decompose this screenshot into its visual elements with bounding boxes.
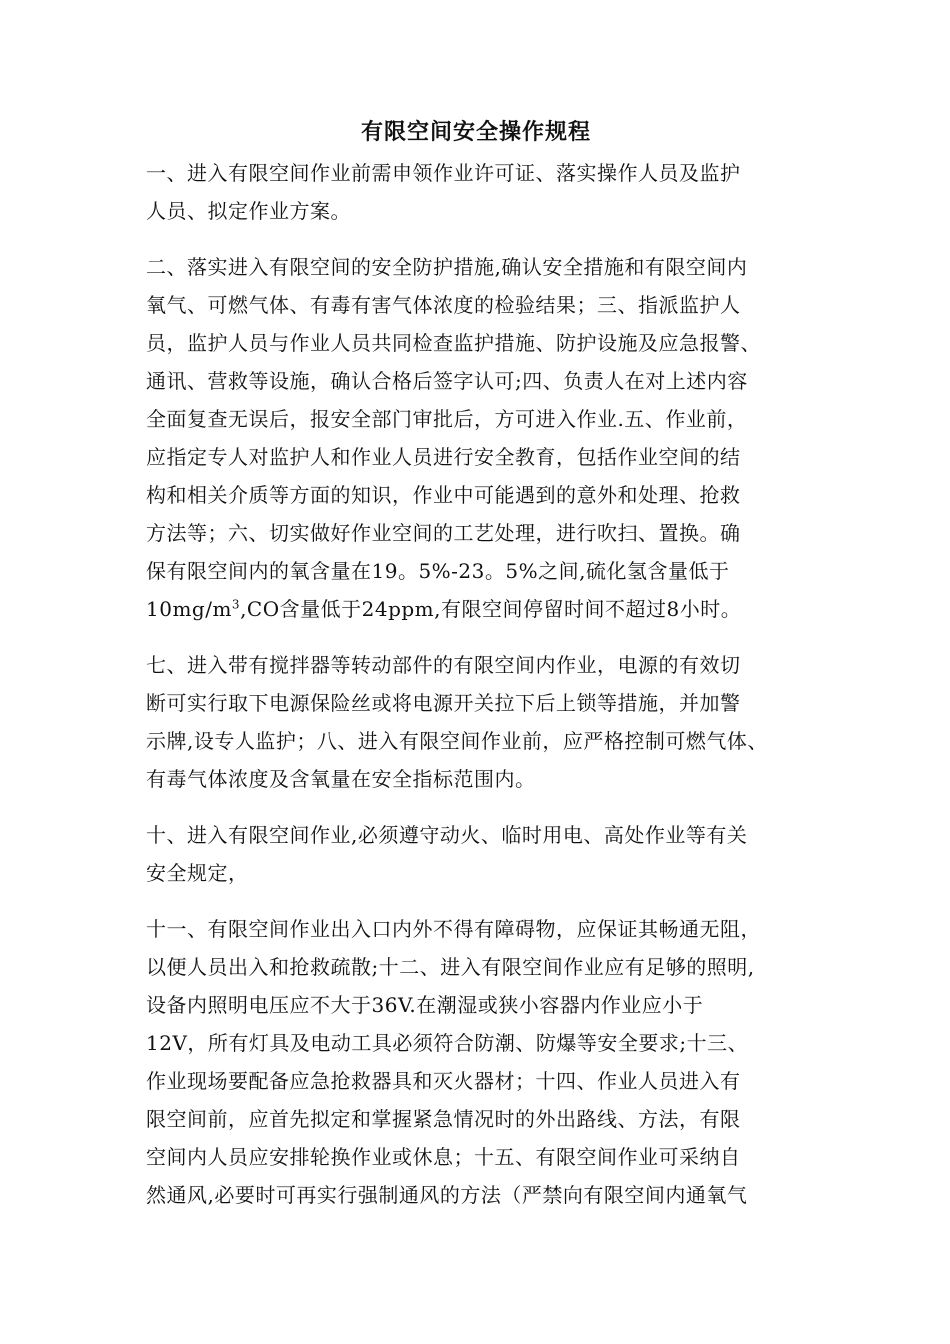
text-line: 保有限空间内的氧含量在19。5%-23。5%之间,硫化氢含量低于 [146,559,730,583]
text-line: 空间内人员应安排轮换作业或休息；十五、有限空间作业可采纳自 [146,1145,741,1169]
text-line: 通讯、营救等设施，确认合格后签字认可;四、负责人在对上述内容 [146,369,748,393]
text-line: 作业现场要配备应急抢救器具和灭火器材；十四、作业人员进入有 [146,1069,741,1093]
text-line: 应指定专人对监护人和作业人员进行安全教育，包括作业空间的结 [146,445,741,469]
text-line: 员，监护人员与作业人员共同检查监护措施、防护设施及应急报警、 [146,331,761,355]
spacer [146,230,950,248]
paragraph-5 [146,910,814,1214]
text-line: 构和相关介质等方面的知识，作业中可能遇到的意外和处理、抢救 [146,483,741,507]
text-line: 七、进入带有搅拌器等转动部件的有限空间内作业，电源的有效切 [146,653,741,677]
text-line: 有毒气体浓度及含氧量在安全指标范围内。 [146,767,536,791]
text-line: 示牌,设专人监护；八、进入有限空间作业前，应严格控制可燃气体、 [146,729,768,753]
text-line-with-superscript [146,590,814,628]
text-line: 全面复查无误后，报安全部门审批后，方可进入作业.五、作业前， [146,407,748,431]
spacer [146,892,950,910]
document-title: 有限空间安全操作规程 [360,119,591,145]
superscript: 3 [231,597,241,612]
text-fragment: 10mg/m [146,597,232,621]
text-line: 氧气、可燃气体、有毒有害气体浓度的检验结果；三、指派监护人 [146,293,741,317]
spacer [146,628,950,646]
paragraph-3 [146,646,814,798]
spacer [146,798,950,816]
text-line: 十一、有限空间作业出入口内外不得有障碍物，应保证其畅通无阻， [146,917,761,941]
text-line: 12V，所有灯具及电动工具必须符合防潮、防爆等安全要求;十三、 [146,1031,749,1055]
text-line: 一、进入有限空间作业前需申领作业许可证、落实操作人员及监护 [146,161,741,185]
text-line: 安全规定， [146,861,249,885]
text-line: 设备内照明电压应不大于36V.在潮湿或狭小容器内作业应小于 [146,993,704,1017]
text-line: 限空间前，应首先拟定和掌握紧急情况时的外出路线、方法，有限 [146,1107,741,1131]
paragraph-4 [146,816,814,892]
text-fragment: ,CO含量低于24ppm,有限空间停留时间不超过8小时。 [240,597,742,621]
paragraph-1 [146,154,814,230]
text-line: 然通风,必要时可再实行强制通风的方法（严禁向有限空间内通氧气 [146,1183,748,1207]
text-line: 方法等；六、切实做好作业空间的工艺处理，进行吹扫、置换。确 [146,521,741,545]
text-line: 断可实行取下电源保险丝或将电源开关拉下后上锁等措施，并加警 [146,691,741,715]
text-line: 人员、拟定作业方案。 [146,199,351,223]
text-line: 十、进入有限空间作业,必须遵守动火、临时用电、高处作业等有关 [146,823,748,847]
text-line: 以便人员出入和抢救疏散;十二、进入有限空间作业应有足够的照明, [146,955,755,979]
paragraph-2 [146,248,814,628]
text-line: 二、落实进入有限空间的安全防护措施,确认安全措施和有限空间内 [146,255,748,279]
